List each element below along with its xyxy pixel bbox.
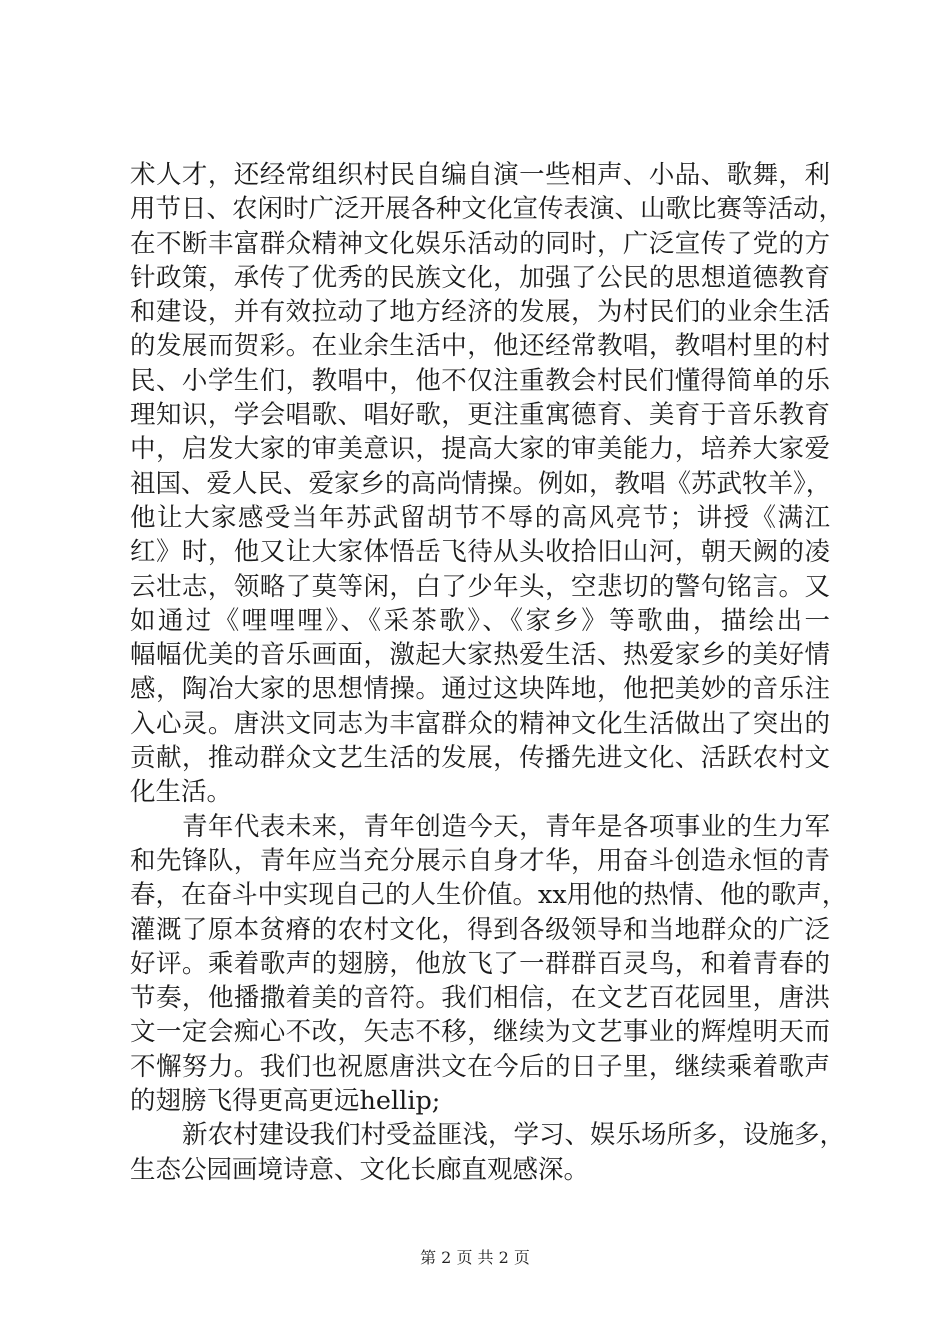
text-line: 的翅膀飞得更高更远hellip;: [130, 1086, 441, 1117]
text-line: 春，在奋斗中实现自己的人生价值。xx用他的热情、他的歌声，: [130, 880, 848, 911]
page-footer: 第 2 页 共 2 页: [420, 1248, 530, 1267]
text-line: 祖国、爱人民、爱家乡的高尚情操。例如，教唱《苏武牧羊》，: [130, 468, 832, 499]
text-line: 用节日、农闲时广泛开展各种文化宣传表演、山歌比赛等活动，: [130, 194, 845, 225]
text-line: 文一定会痴心不改，矢志不移，继续为文艺事业的辉煌明天而: [130, 1017, 830, 1048]
text-line: 灌溉了原本贫瘠的农村文化，得到各级领导和当地群众的广泛: [130, 914, 830, 945]
text-line: 和先锋队，青年应当充分展示自身才华，用奋斗创造永恒的青: [130, 845, 830, 876]
text-line: 入心灵。唐洪文同志为丰富群众的精神文化生活做出了突出的: [130, 708, 830, 739]
paragraph: [130, 158, 845, 810]
text-line: 在不断丰富群众精神文化娱乐活动的同时，广泛宣传了党的方: [130, 228, 830, 259]
text-line: 如通过《哩哩哩》、《采茶歌》、《家乡》等歌曲，描绘出一: [130, 605, 830, 636]
text-line: 云壮志，领略了莫等闲，白了少年头，空悲切的警句铭言。又: [130, 571, 830, 602]
text-line: 生态公园画境诗意、文化长廊直观感深。: [130, 1154, 590, 1185]
paragraph: [130, 810, 848, 1119]
text-line: 的发展而贺彩。在业余生活中，他还经常教唱，教唱村里的村: [130, 331, 830, 362]
text-line: 红》时，他又让大家体悟岳飞待从头收拾旧山河，朝天阙的凌: [130, 537, 830, 568]
text-line: 节奏，他播撒着美的音符。我们相信，在文艺百花园里，唐洪: [130, 983, 830, 1014]
text-line: 贡献，推动群众文艺生活的发展，传播先进文化、活跃农村文: [130, 743, 830, 774]
text-line: 他让大家感受当年苏武留胡节不辱的高风亮节；讲授《满江: [130, 502, 830, 533]
text-line: 民、小学生们，教唱中，他不仅注重教会村民们懂得简单的乐: [130, 365, 830, 396]
text-line: 青年代表未来，青年创造今天，青年是各项事业的生力军: [182, 811, 830, 842]
text-line: 幅幅优美的音乐画面，激起大家热爱生活、热爱家乡的美好情: [130, 640, 830, 671]
text-line: 不懈努力。我们也祝愿唐洪文在今后的日子里，继续乘着歌声: [130, 1051, 830, 1082]
text-line: 术人才，还经常组织村民自编自演一些相声、小品、歌舞，利: [130, 160, 830, 190]
text-line: 理知识，学会唱歌、唱好歌，更注重寓德育、美育于音乐教育: [130, 400, 830, 431]
text-line: 感，陶冶大家的思想情操。通过这块阵地，他把美妙的音乐注: [130, 674, 830, 705]
text-line: 化生活。: [130, 777, 233, 808]
text-line: 和建设，并有效拉动了地方经济的发展，为村民们的业余生活: [130, 297, 830, 328]
text-line: 中，启发大家的审美意识，提高大家的审美能力，培养大家爱: [130, 434, 830, 465]
paragraph: [130, 1118, 846, 1187]
text-line: 新农村建设我们村受益匪浅，学习、娱乐场所多，设施多，: [182, 1120, 846, 1151]
text-line: 好评。乘着歌声的翅膀，他放飞了一群群百灵鸟，和着青春的: [130, 948, 830, 979]
text-line: 针政策，承传了优秀的民族文化，加强了公民的思想道德教育: [130, 262, 830, 293]
document-body: [130, 158, 848, 1187]
